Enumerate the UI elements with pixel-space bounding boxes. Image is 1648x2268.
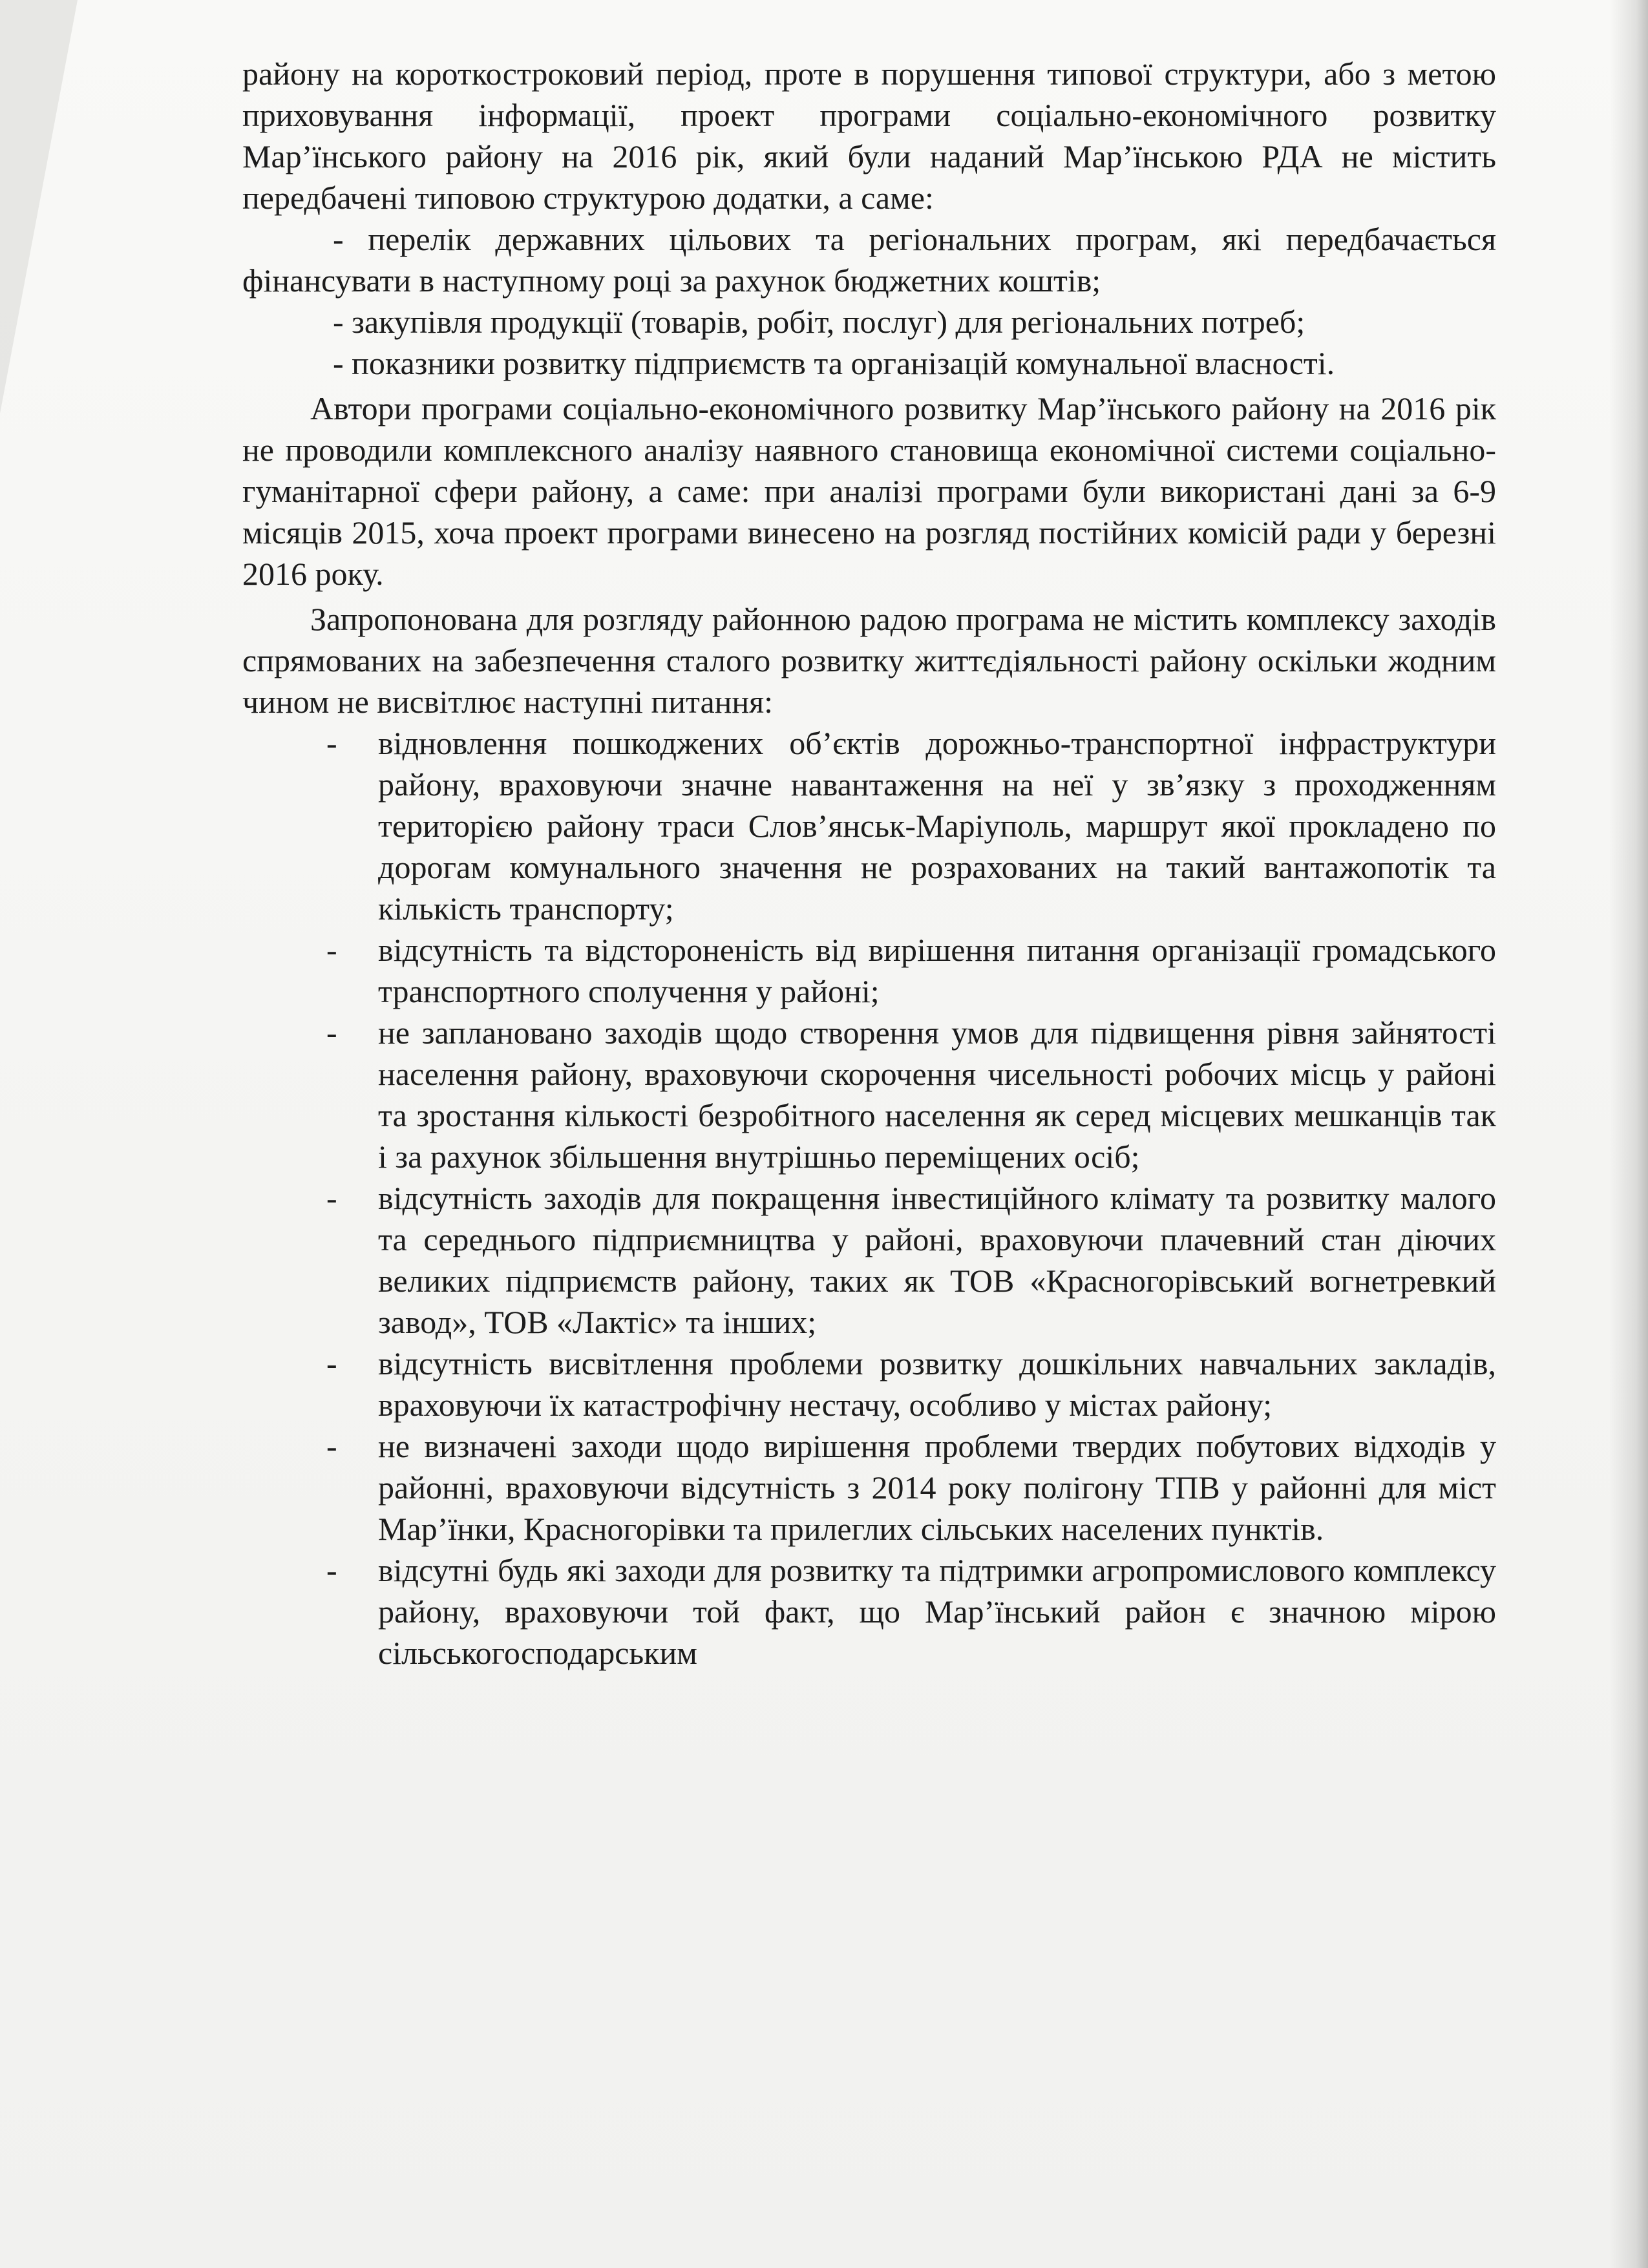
- issue-item: [242, 929, 1496, 1012]
- issue-text: відсутні будь які заходи для розвитку та підтримки агропромислового комплексу району, враховуючи той факт, що Мар’їнський район є значною мірою сільськогосподарським: [378, 1552, 1496, 1671]
- issue-text: відновлення пошкоджених об’єктів дорожньо-транспортної інфраструктури району, враховуючи значне навантаження на неї у зв’язку з проходженням територією району траси Слов’янськ-Маріуполь, маршрут якої прокладено по дорогам комунального значення не розрахованих на такий вантажопотік та кількість транспорту;: [378, 725, 1496, 927]
- page-edge-shadow: [1609, 0, 1648, 2268]
- issue-text: не заплановано заходів щодо створення умов для підвищення рівня зайнятості населення району, враховуючи скорочення чисельності робочих місць у районі та зростання кількості безробітного населення як серед місцевих мешканців так і за рахунок збільшення внутрішньо переміщених осіб;: [378, 1014, 1496, 1175]
- dash-marker: -: [326, 932, 337, 968]
- issue-text: відсутність заходів для покращення інвестиційного клімату та розвитку малого та середнього підприємництва у районі, враховуючи плачевний стан діючих великих підприємств району, таких як ТОВ «Красногорівський вогнетревкий завод», ТОВ «Лактіс» та інших;: [378, 1180, 1496, 1340]
- paragraph-issues-intro: Запропонована для розгляду районною радою програма не містить комплексу заходів спрямованих на забезпечення сталого розвитку життєдіяльності району оскільки жодним чином не висвітлює наступні питання:: [242, 601, 1496, 720]
- dash-marker: -: [326, 1428, 337, 1464]
- document-body: [242, 53, 1496, 1674]
- annex-item: - закупівля продукції (товарів, робіт, послуг) для регіональних потреб;: [333, 304, 1305, 340]
- annex-item: - показники розвитку підприємств та організацій комунальної власності.: [333, 345, 1335, 381]
- paragraph-intro: району на короткостроковий період, проте в порушення типової структури, або з метою приховування інформації, проект програми соціально-економічного розвитку Мар’їнського району на 2016 рік, який були наданий Мар’їнською РДА не містить передбачені типовою структурою додатки, а саме:: [242, 56, 1496, 216]
- issue-text: не визначені заходи щодо вирішення проблеми твердих побутових відходів у районні, враховуючи відсутність з 2014 року полігону ТПВ у районні для міст Мар’їнки, Красногорівки та прилеглих сільських населених пунктів.: [378, 1428, 1496, 1547]
- issue-text: відсутність висвітлення проблеми розвитку дошкільних навчальних закладів, враховуючи їх катастрофічну нестачу, особливо у містах району;: [378, 1345, 1496, 1423]
- issue-item: [242, 1343, 1496, 1425]
- issues-list: [242, 722, 1496, 1674]
- dash-marker: -: [326, 725, 337, 761]
- paragraph-analysis: Автори програми соціально-економічного розвитку Мар’їнського району на 2016 рік не проводили комплексного аналізу наявного становища економічної системи соціально-гуманітарної сфери району, а саме: при аналізі програми були використані дані за 6-9 місяців 2015, хоча проект програми винесено на розгляд постійних комісій ради у березні 2016 року.: [242, 390, 1496, 592]
- issue-item: [242, 1012, 1496, 1177]
- dash-marker: -: [326, 1180, 337, 1216]
- issue-item: [242, 1549, 1496, 1674]
- page-corner-shadow: [0, 0, 78, 414]
- annex-item: - перелік державних цільових та регіональних програм, які передбачається фінансувати в наступному році за рахунок бюджетних коштів;: [242, 221, 1496, 299]
- dash-marker: -: [326, 1552, 337, 1588]
- issue-text: відсутність та відстороненість від вирішення питання організації громадського транспортного сполучення у районі;: [378, 932, 1496, 1009]
- issue-item: [242, 722, 1496, 929]
- dash-marker: -: [326, 1014, 337, 1051]
- issue-item: [242, 1177, 1496, 1343]
- issue-item: [242, 1425, 1496, 1549]
- dash-marker: -: [326, 1345, 337, 1381]
